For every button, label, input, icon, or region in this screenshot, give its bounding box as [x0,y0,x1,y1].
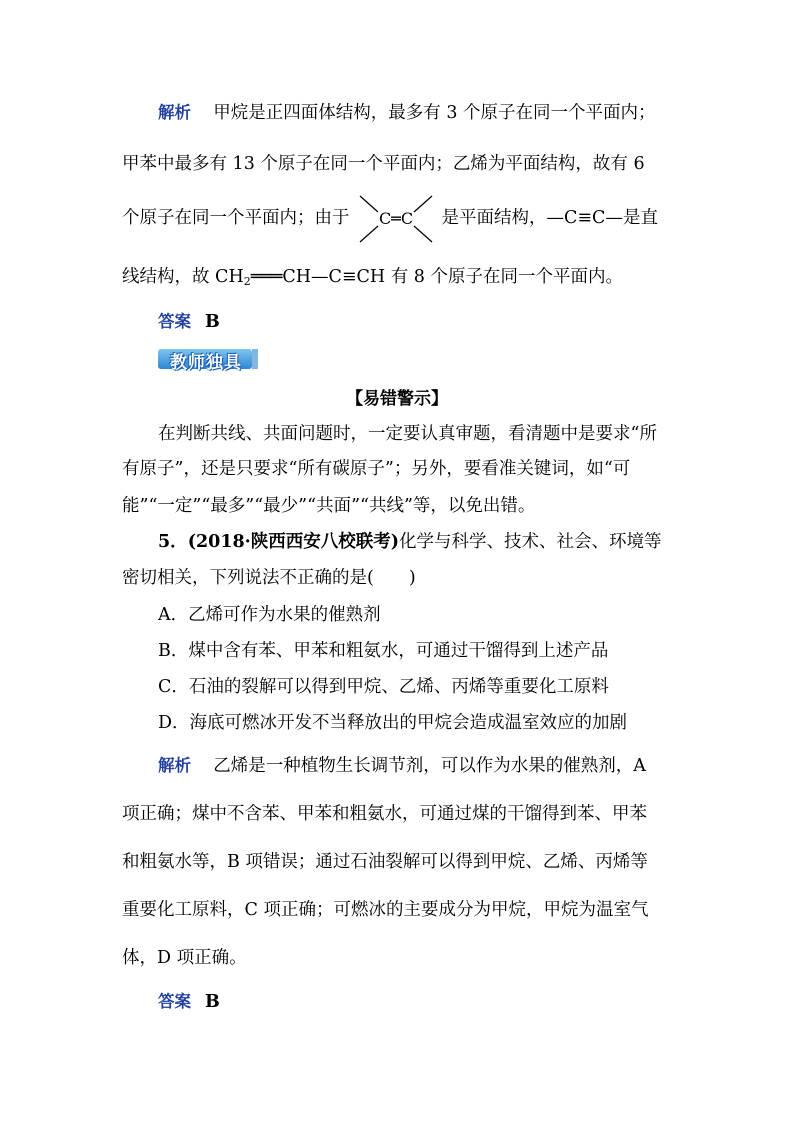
teacher-exclusive-badge [158,347,260,371]
analysis-text: 线结构，故 CH [122,267,244,287]
answer-label: 答案 [158,312,191,331]
warning-line-3: 能”“一定”“最多”“最少”“共面”“共线”等，以免出错。 [122,496,536,516]
badge-label: 教师独具 [170,353,242,373]
answer-label: 答案 [158,992,191,1011]
analysis-label: 解析 [158,103,191,122]
option-c: C．石油的裂解可以得到甲烷、乙烯、丙烯等重要化工原料 [158,677,609,697]
analysis-1-line-4 [122,265,623,294]
question-5-line-1 [158,530,662,554]
analysis-text: 甲烷是正四面体结构，最多有 3 个原子在同一个平面内； [213,103,656,123]
subscript: 2 [243,275,251,288]
analysis-text: 乙烯是一种植物生长调节剂，可以作为水果的催熟剂，A [213,756,646,776]
ethylene-structure-diagram [354,193,438,245]
analysis-2-line-2: 项正确；煤中不含苯、甲苯和粗氨水，可通过煤的干馏得到苯、甲苯 [122,804,647,824]
answer-2 [158,990,220,1014]
warning-title: 【易错警示】 [346,389,448,409]
option-d: D．海底可燃冰开发不当释放出的甲烷会造成温室效应的加剧 [158,713,628,733]
analysis-2-line-4: 重要化工原料，C 项正确；可燃冰的主要成分为甲烷，甲烷为温室气 [122,900,649,920]
analysis-2-line-1 [158,754,646,778]
analysis-text: ═══CH—C≡CH 有 8 个原子在同一个平面内。 [250,267,624,287]
analysis-text: 是平面结构，—C≡C—是直 [441,208,658,228]
option-b: B．煤中含有苯、甲苯和粗氨水，可通过干馏得到上述产品 [158,641,609,661]
analysis-1-line-1 [158,101,656,125]
structure-label: C═C [378,208,413,228]
answer-1 [158,310,220,334]
analysis-2-line-5: 体，D 项正确。 [122,948,247,968]
question-source: (2018·陕西西安八校联考) [187,532,400,552]
analysis-1-line-3 [122,192,658,245]
warning-line-2: 有原子”，还是只要求“所有碳原子”；另外，要看准关键词，如“可 [122,459,631,479]
question-stem: 化学与科学、技术、社会、环境等 [399,532,662,552]
analysis-1-line-2: 甲苯中最多有 13 个原子在同一个平面内；乙烯为平面结构，故有 6 [122,154,645,174]
question-5-line-2: 密切相关，下列说法不正确的是( ) [122,568,416,588]
answer-value: B [205,312,220,332]
option-a: A．乙烯可作为水果的催熟剂 [158,605,381,625]
analysis-label: 解析 [158,756,191,775]
analysis-2-line-3: 和粗氨水等，B 项错误；通过石油裂解可以得到甲烷、乙烯、丙烯等 [122,852,648,872]
analysis-text: 个原子在同一个平面内；由于 [122,208,350,228]
answer-value: B [205,992,220,1012]
question-number: 5． [158,532,188,552]
warning-line-1: 在判断共线、共面问题时，一定要认真审题，看清题中是要求“所 [158,424,657,444]
